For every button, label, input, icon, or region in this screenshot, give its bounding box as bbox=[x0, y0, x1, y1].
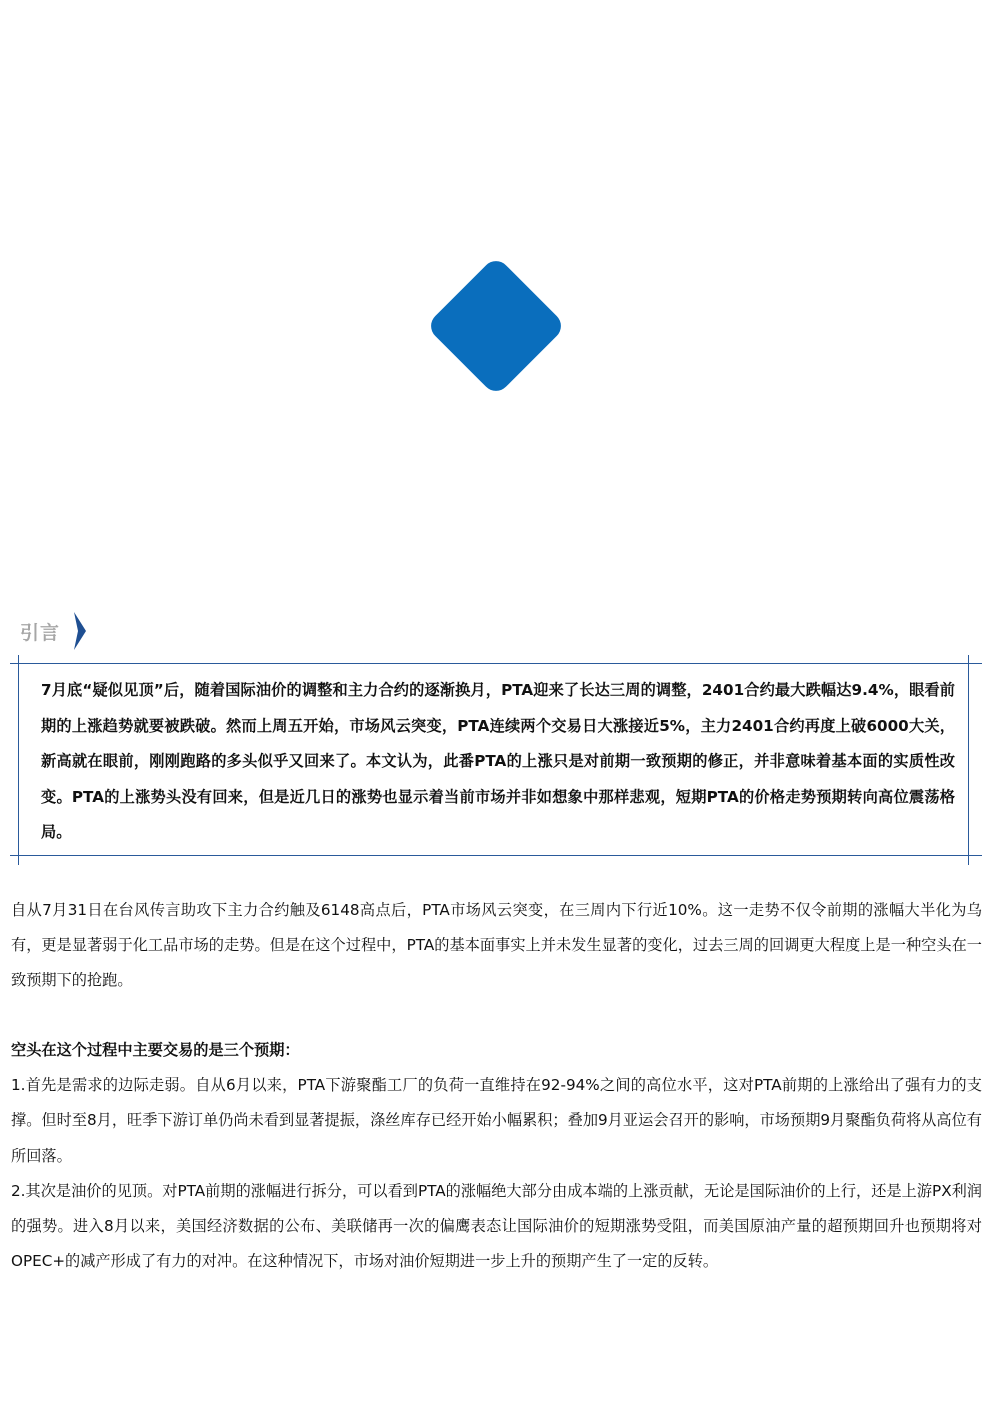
body-point-2: 2.其次是油价的见顶。对PTA前期的涨幅进行拆分，可以看到PTA的涨幅绝大部分由成本端的上涨贡献，无论是国际油价的上行，还是上游PX利润的强势。进入8月以来，美国经济数据的公布、美联储再一次的偏鹰表态让国际油价的短期涨势受阻，而美国原油产量的超预期回升也预期将对OPEC+的减产形成了有力的对冲。在这种情况下，市场对油价短期进一步上升的预期产生了一定的反转。 bbox=[11, 1181, 982, 1271]
chevron-right-icon bbox=[74, 612, 86, 650]
intro-frame-left-rule bbox=[18, 655, 19, 865]
intro-summary: 7月底“疑似见顶”后，随着国际油价的调整和主力合约的逐渐换月，PTA迎来了长达三周的调整，2401合约最大跌幅达9.4%，眼看前期的上涨趋势就要被跌破。然而上周五开始，市场风云突变，PTA连续两个交易日大涨接近5%，主力2401合约再度上破6000大关，新高就在眼前，刚刚跑路的多头似乎又回来了。本文认为，此番PTA的上涨只是对前期一致预期的修正，并非意味着基本面的实质性改变。PTA的上涨势头没有回来，但是近几日的涨势也显示着当前市场并非如想象中那样悲观，短期PTA的价格走势预期转向高位震荡格局。 bbox=[41, 681, 955, 841]
section-title: 引言 bbox=[20, 621, 61, 644]
blue-diamond-logo bbox=[425, 255, 567, 397]
intro-frame-top-rule bbox=[10, 663, 982, 664]
body-subheading: 空头在这个过程中主要交易的是三个预期： bbox=[11, 1041, 300, 1059]
intro-frame-right-rule bbox=[968, 655, 969, 865]
body-paragraph-1: 自从7月31日在台风传言助攻下主力合约触及6148高点后，PTA市场风云突变，在三周内下行近10%。这一走势不仅令前期的涨幅大半化为乌有，更是显著弱于化工品市场的走势。但是在这个过程中，PTA的基本面事实上并未发生显著的变化，过去三周的回调更大程度上是一种空头在一致预期下的抢跑。 bbox=[11, 901, 982, 990]
body-point-1: 1.首先是需求的边际走弱。自从6月以来，PTA下游聚酯工厂的负荷一直维持在92-94%之间的高位水平，这对PTA前期的上涨给出了强有力的支撑。但时至8月，旺季下游订单仍尚未看到显著提振，涤丝库存已经开始小幅累积；叠加9月亚运会召开的影响，市场预期9月聚酯负荷将从高位有所回落。 bbox=[11, 1076, 982, 1165]
section-heading bbox=[20, 612, 86, 650]
intro-frame-bottom-rule bbox=[10, 855, 982, 856]
body-paragraph-group bbox=[11, 1033, 982, 1279]
